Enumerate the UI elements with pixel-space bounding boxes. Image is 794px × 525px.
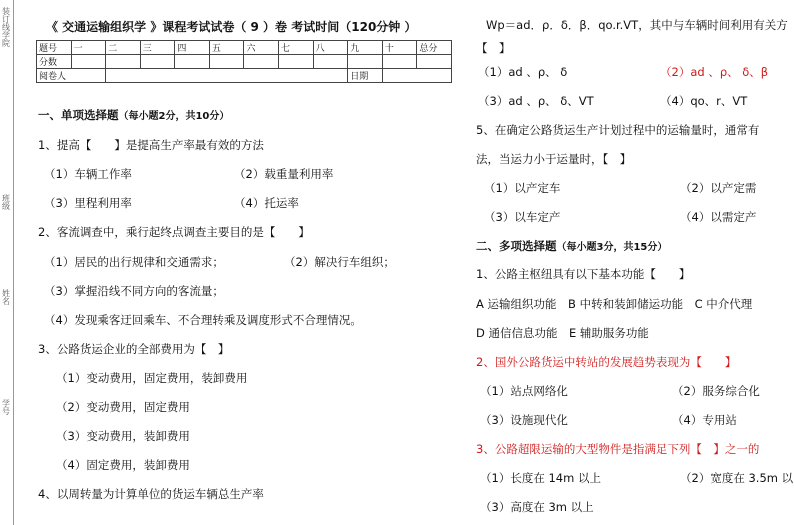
section1-note: （每小题2分，共10分）: [118, 111, 230, 122]
table-cell: 总分: [417, 41, 452, 55]
table-cell: 三: [140, 41, 175, 55]
page-title: 《 交通运输组织学 》课程考试试卷（ 9 ）卷 考试时间（120分钟 ）: [46, 20, 417, 34]
table-cell: 六: [244, 41, 279, 55]
m3-option-1: （1）长度在 14m 以上: [480, 471, 601, 485]
table-cell[interactable]: [71, 55, 106, 69]
score-table-score-row: [37, 55, 452, 69]
m2-option-1: （1）站点网络化: [480, 384, 568, 398]
question-1: 1、提高【 】是提高生产率最有效的方法: [38, 138, 264, 152]
question-3: 3、公路货运企业的全部费用为【 】: [38, 342, 230, 356]
table-cell: 日期: [348, 69, 383, 83]
table-cell[interactable]: [106, 69, 348, 83]
table-cell[interactable]: [348, 55, 383, 69]
m3-option-2: （2）宽度在 3.5m 以: [680, 471, 794, 485]
table-cell: 四: [175, 41, 210, 55]
table-cell: 十: [382, 41, 417, 55]
table-cell[interactable]: [175, 55, 210, 69]
q2-option-2: （2）解决行车组织；: [284, 255, 395, 269]
table-cell: 九: [348, 41, 383, 55]
table-cell: 分数: [37, 55, 72, 69]
section2-heading: [476, 238, 667, 254]
m2-option-2: （2）服务综合化: [672, 384, 760, 398]
question-5-continued: 法，当运力小于运量时，【 】: [476, 152, 632, 166]
sidebar-text-name: 姓名: [2, 289, 10, 306]
question-2: 2、客流调查中，乘行起终点调查主要目的是【 】: [38, 225, 310, 239]
m2-option-3: （3）设施现代化: [480, 413, 568, 427]
section1-heading: [38, 107, 229, 123]
q5-option-2: （2）以产定需: [680, 181, 757, 195]
q1-option-4: （4）托运率: [234, 196, 299, 210]
table-cell: 七: [279, 41, 314, 55]
table-cell[interactable]: [313, 55, 348, 69]
m3-option-3: （3）高度在 3m 以上: [480, 500, 594, 514]
question-5: 5、在确定公路货运生产计划过程中的运输量时，通常有: [476, 123, 760, 137]
q2-option-4: （4）发现乘客迂回乘车、不合理转乘及调度形式不合理情况。: [44, 313, 362, 327]
q3-option-4: （4）固定费用，装卸费用: [56, 458, 190, 472]
table-cell: 五: [209, 41, 244, 55]
q1-option-3: （3）里程利用率: [44, 196, 132, 210]
q4-option-2: （2）ad 、ρ、 δ、β: [660, 65, 769, 79]
section1-title: 一、单项选择题: [38, 108, 119, 122]
section2-note: （每小题3分，共15分）: [556, 242, 668, 253]
table-cell: 题号: [37, 41, 72, 55]
table-cell[interactable]: [382, 55, 417, 69]
sidebar-text-id: 学号: [2, 399, 10, 416]
m1-options-line-1: A 运输组织功能 B 中转和装卸储运功能 C 中介代理: [476, 297, 753, 311]
q5-option-3: （3）以车定产: [484, 210, 561, 224]
q3-option-1: （1）变动费用，固定费用，装卸费用: [56, 371, 248, 385]
multi-question-3: 3、公路超限运输的大型物件是指满足下列【 】之一的: [476, 442, 760, 456]
q4-option-4: （4）qo、r、VT: [660, 94, 748, 108]
question-4: 4、以周转量为计算单位的货运车辆总生产率: [38, 487, 264, 501]
section2-title: 二、多项选择题: [476, 239, 557, 253]
table-cell: 一: [71, 41, 106, 55]
multi-question-2: 2、国外公路货运中转站的发展趋势表现为【 】: [476, 355, 737, 369]
q2-option-3: （3）掌握沿线不同方向的客流量；: [44, 284, 224, 298]
q5-option-4: （4）以需定产: [680, 210, 757, 224]
sidebar-text-class: 班级: [2, 194, 10, 211]
score-table-header-row: [37, 41, 452, 55]
table-cell[interactable]: [382, 69, 451, 83]
q4-option-1: （1）ad 、ρ、 δ: [478, 65, 568, 79]
multi-question-1: 1、公路主枢纽具有以下基本功能【 】: [476, 267, 691, 281]
score-table: [36, 40, 452, 83]
score-table-grader-row: [37, 69, 452, 83]
q3-option-2: （2）变动费用，固定费用: [56, 400, 190, 414]
sidebar-text-college: 装订线学院: [2, 7, 10, 48]
table-cell: 二: [106, 41, 141, 55]
q3-option-3: （3）变动费用，装卸费用: [56, 429, 190, 443]
q1-option-1: （1）车辆工作率: [44, 167, 132, 181]
table-cell: 八: [313, 41, 348, 55]
table-cell[interactable]: [279, 55, 314, 69]
q2-option-1: （1）居民的出行规律和交通需求；: [44, 255, 224, 269]
table-cell[interactable]: [417, 55, 452, 69]
formula-line: Wp＝ad．ρ．δ．β．qo.r.VT，其中与车辆时间利用有关方: [486, 18, 788, 32]
binding-margin: [0, 0, 14, 525]
q1-option-2: （2）载重量利用率: [234, 167, 334, 181]
table-cell: 阅卷人: [37, 69, 106, 83]
table-cell[interactable]: [244, 55, 279, 69]
formula-bracket: 【 】: [476, 41, 511, 55]
q4-option-3: （3）ad 、ρ、 δ、VT: [478, 94, 594, 108]
table-cell[interactable]: [140, 55, 175, 69]
m2-option-4: （4）专用站: [672, 413, 737, 427]
table-cell[interactable]: [106, 55, 141, 69]
m1-options-line-2: D 通信信息功能 E 辅助服务功能: [476, 326, 649, 340]
table-cell[interactable]: [209, 55, 244, 69]
q5-option-1: （1）以产定车: [484, 181, 561, 195]
